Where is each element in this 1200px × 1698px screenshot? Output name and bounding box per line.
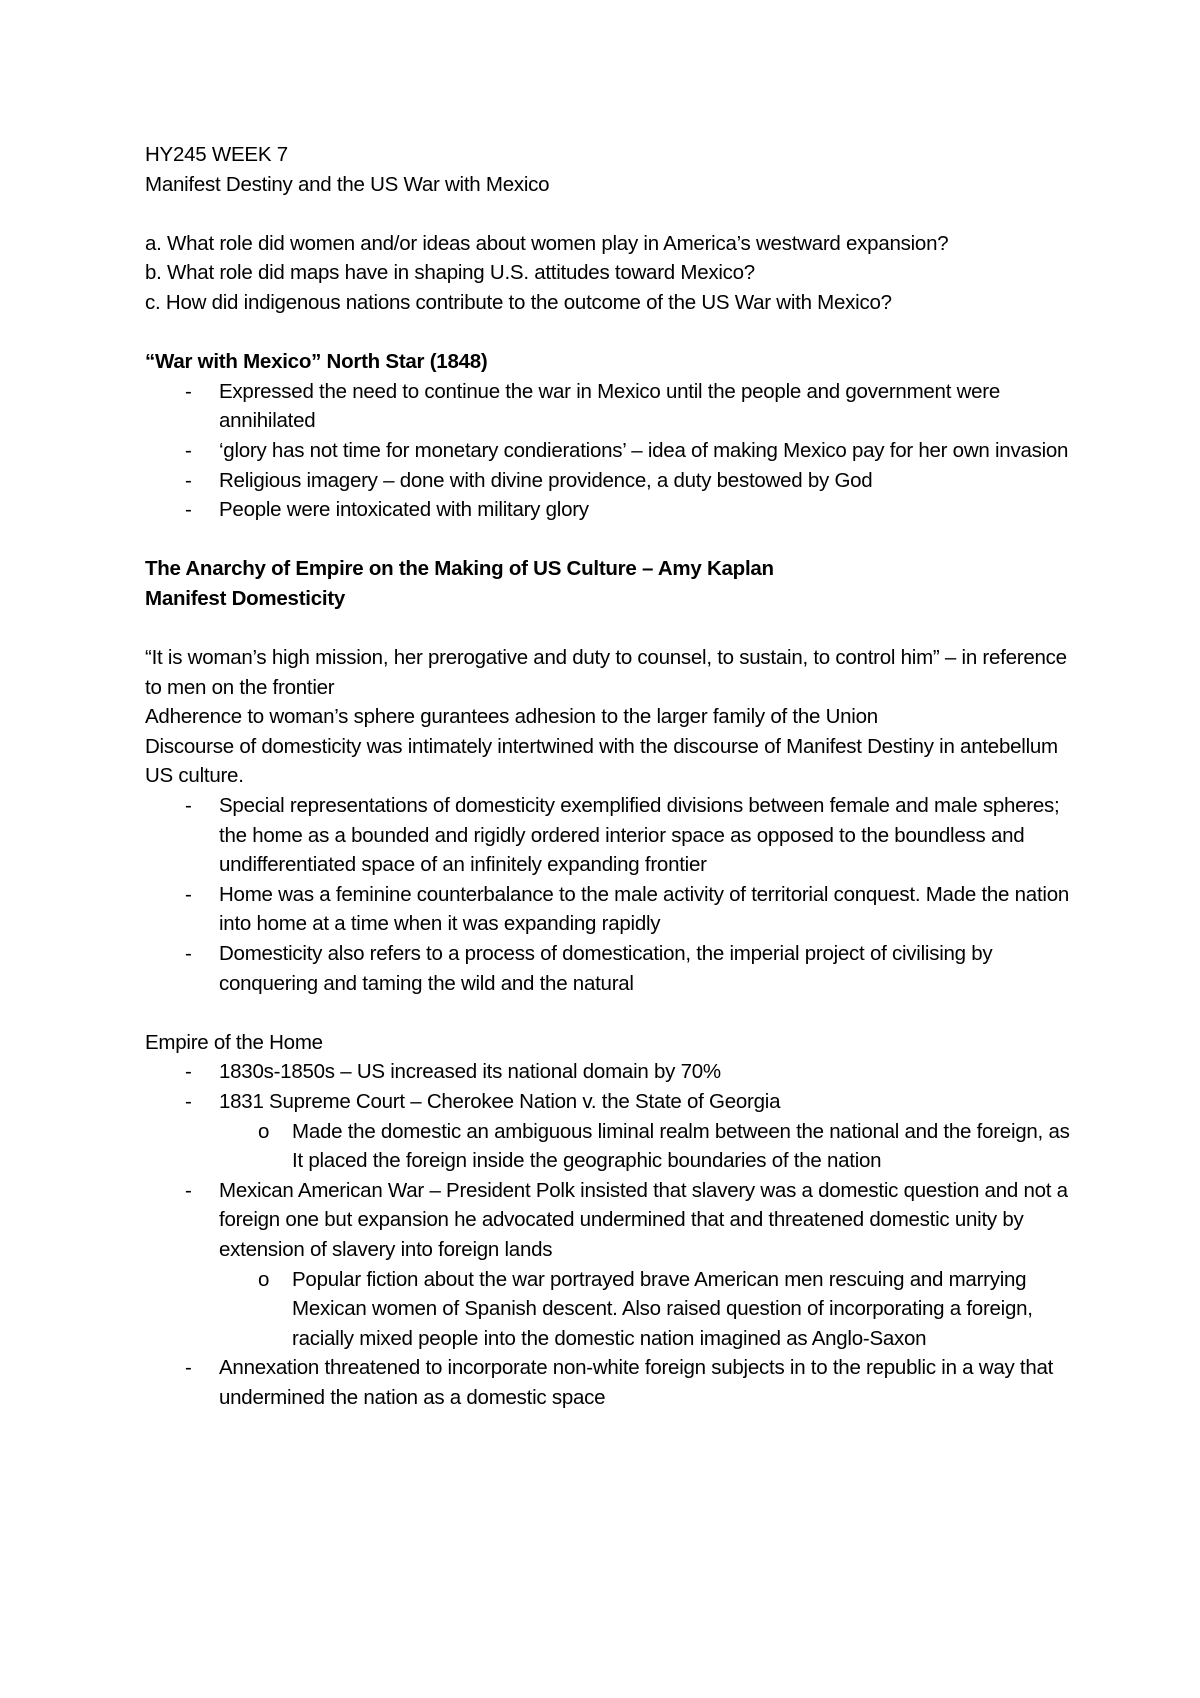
dash-bullet: - xyxy=(185,379,192,403)
kaplan-discourse: Discourse of domesticity was intimately intertwined with the discourse of Manifest Destiny in antebellum US culture. xyxy=(145,734,1058,788)
list-item: - Religious imagery – done with divine providence, a duty bestowed by God xyxy=(145,466,1085,496)
spacer xyxy=(145,614,1085,644)
kaplan-subheading: Manifest Domesticity xyxy=(145,586,346,610)
spacer xyxy=(145,998,1085,1028)
dash-bullet: - xyxy=(185,1060,192,1084)
document-body xyxy=(145,140,1085,1413)
list-item: - People were intoxicated with military glory xyxy=(145,495,1085,525)
kaplan-adherence: Adherence to woman’s sphere gurantees adhesion to the larger family of the Union xyxy=(145,705,878,729)
topic-title: Manifest Destiny and the US War with Mexico xyxy=(145,172,550,196)
sub-list-item: o Popular fiction about the war portrayed brave American men rescuing and marrying Mexican women of Spanish descent. Also raised question of incorporating a foreign, racially mixed people into the domestic nation imagined as Anglo-Saxon xyxy=(145,1265,1085,1354)
circle-bullet: o xyxy=(258,1119,270,1143)
north-star-heading: “War with Mexico” North Star (1848) xyxy=(145,350,488,374)
list-item: - ‘glory has not time for monetary condierations’ – idea of making Mexico pay for her own invasion xyxy=(145,436,1085,466)
circle-bullet: o xyxy=(258,1267,270,1291)
dash-bullet: - xyxy=(185,498,192,522)
list-item: - Domesticity also refers to a process of domestication, the imperial project of civilising by conquering and taming the wild and the natural xyxy=(145,939,1085,998)
list-item: - Special representations of domesticity exemplified divisions between female and male spheres; the home as a bounded and rigidly ordered interior space as opposed to the boundless and undifferentiated space of an infinitely expanding frontier xyxy=(145,791,1085,880)
list-item: - Mexican American War – President Polk insisted that slavery was a domestic question and not a foreign one but expansion he advocated undermined that and threatened domestic unity by extension of slavery into foreign lands xyxy=(145,1176,1085,1265)
spacer xyxy=(145,199,1085,229)
question-a: a. What role did women and/or ideas about women play in America’s westward expansion? xyxy=(145,231,949,255)
dash-bullet: - xyxy=(185,794,192,818)
spacer xyxy=(145,318,1085,348)
dash-bullet: - xyxy=(185,942,192,966)
dash-bullet: - xyxy=(185,1356,192,1380)
course-title: HY245 WEEK 7 xyxy=(145,143,288,166)
kaplan-quote: “It is woman’s high mission, her prerogative and duty to counsel, to sustain, to control him” – in reference to men on the frontier xyxy=(145,646,1067,699)
empire-heading: Empire of the Home xyxy=(145,1030,323,1054)
dash-bullet: - xyxy=(185,468,192,492)
list-item: - Annexation threatened to incorporate non-white foreign subjects in to the republic in a way that undermined the nation as a domestic space xyxy=(145,1353,1085,1412)
spacer xyxy=(145,525,1085,555)
empire-list xyxy=(145,1057,1085,1412)
dash-bullet: - xyxy=(185,882,192,906)
kaplan-heading: The Anarchy of Empire on the Making of US Culture – Amy Kaplan xyxy=(145,557,774,581)
dash-bullet: - xyxy=(185,438,192,462)
question-c: c. How did indigenous nations contribute to the outcome of the US War with Mexico? xyxy=(145,290,892,314)
list-item: - 1830s-1850s – US increased its national domain by 70% xyxy=(145,1057,1085,1087)
sub-list-item: o Made the domestic an ambiguous liminal realm between the national and the foreign, as It placed the foreign inside the geographic boundaries of the nation xyxy=(145,1117,1085,1176)
north-star-list xyxy=(145,377,1085,525)
dash-bullet: - xyxy=(185,1090,192,1113)
list-item: - 1831 Supreme Court – Cherokee Nation v. the State of Georgia xyxy=(145,1087,1085,1117)
kaplan-list xyxy=(145,791,1085,998)
dash-bullet: - xyxy=(185,1178,192,1202)
list-item: - Expressed the need to continue the war in Mexico until the people and government were annihilated xyxy=(145,377,1085,436)
question-b: b. What role did maps have in shaping U.S. attitudes toward Mexico? xyxy=(145,261,755,285)
list-item: - Home was a feminine counterbalance to the male activity of territorial conquest. Made the nation into home at a time when it was expanding rapidly xyxy=(145,880,1085,939)
